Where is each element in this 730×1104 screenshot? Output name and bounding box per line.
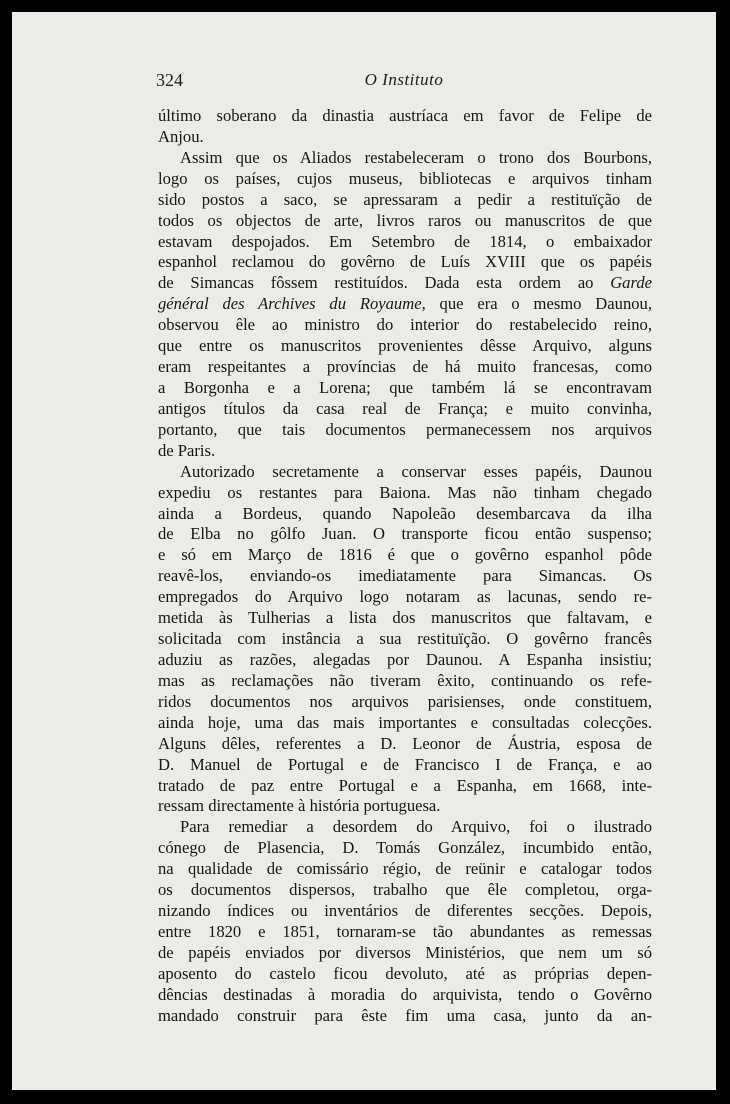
text-line: todos os objectos de arte, livros raros ou manuscritos de que	[158, 210, 652, 230]
text-line: général des Archives du Royaume, que era o mesmo Daunou,	[158, 294, 652, 314]
text-line: a Borgonha e a Lorena; que também lá se encontravam	[158, 377, 652, 397]
text-line: mas as reclamações não tiveram êxito, continuando os refe-	[158, 670, 652, 690]
text-line: de Elba no gôlfo Juan. O transporte ficou então suspenso;	[158, 524, 652, 544]
text-line: eram respeitantes a províncias de há muito francesas, como	[158, 357, 652, 377]
text-line: ainda hoje, uma das mais importantes e consultadas colecções.	[158, 712, 652, 732]
text-line: tratado de paz entre Portugal e a Espanha, em 1668, inte-	[158, 775, 652, 795]
text-line: expediu os restantes para Baiona. Mas não tinham chegado	[158, 482, 652, 502]
text-line: sido postos a saco, se apressaram a pedir a restituïção de	[158, 189, 652, 209]
text-line: de papéis enviados por diversos Ministérios, que nem um só	[158, 942, 652, 962]
text-line: mandado construir para êste fim uma casa, junto da an-	[158, 1005, 652, 1025]
text-line: de Simancas fôssem restituídos. Dada esta ordem ao Garde	[158, 273, 652, 293]
body-text	[158, 106, 652, 1027]
text-line: logo os países, cujos museus, bibliotecas e arquivos tinham	[158, 168, 652, 188]
text-line: observou êle ao ministro do interior do restabelecido reino,	[158, 315, 652, 335]
paragraph	[158, 462, 652, 818]
paragraph	[158, 817, 652, 1026]
text-line: ridos documentos nos arquivos parisienses, onde constituem,	[158, 691, 652, 711]
text-line: Autorizado secretamente a conservar esses papéis, Daunou	[180, 461, 652, 481]
page-number: 324	[156, 70, 183, 90]
text-line: Anjou.	[158, 126, 204, 146]
text-line: nizando índices ou inventários de diferentes secções. Depois,	[158, 901, 652, 921]
text-line: dências destinadas à moradia do arquivista, tendo o Govêrno	[158, 984, 652, 1004]
text-line: ressam directamente à história portuguesa.	[158, 796, 441, 816]
text-line: na qualidade de comissário régio, de reünir e catalogar todos	[158, 859, 652, 879]
text-line: antigos títulos da casa real de França; e muito convinha,	[158, 398, 652, 418]
text-line: reavê-los, enviando-os imediatamente para Simancas. Os	[158, 566, 652, 586]
text-line: Para remediar a desordem do Arquivo, foi o ilustrado	[180, 817, 652, 837]
text-line: estavam despojados. Em Setembro de 1814, o embaixador	[158, 231, 652, 251]
text-line: entre 1820 e 1851, tornaram-se tão abundantes as remessas	[158, 921, 652, 941]
text-line: ainda a Bordeus, quando Napoleão desembarcava da ilha	[158, 503, 652, 523]
text-line: espanhol reclamou do govêrno de Luís XVIII que os papéis	[158, 252, 652, 272]
text-line: de Paris.	[158, 440, 216, 460]
running-title: O Instituto	[364, 70, 444, 89]
text-line: os documentos dispersos, trabalho que êle completou, orga-	[158, 880, 652, 900]
text-line: metida às Tulherias a lista dos manuscritos que faltavam, e	[158, 608, 652, 628]
page-header	[156, 70, 652, 96]
text-line: aposento do castelo ficou devoluto, até as próprias depen-	[158, 963, 652, 983]
text-line: aduziu as razões, alegadas por Daunou. A Espanha insistiu;	[158, 649, 652, 669]
text-line: empregados do Arquivo logo notaram as lacunas, sendo re-	[158, 587, 652, 607]
text-line: D. Manuel de Portugal e de Francisco I de França, e ao	[158, 754, 652, 774]
paragraph	[158, 106, 652, 148]
text-line: solicitada com instância a sua restituïção. O govêrno francês	[158, 629, 652, 649]
text-line: que entre os manuscritos provenientes dêsse Arquivo, alguns	[158, 336, 652, 356]
book-page	[12, 12, 716, 1090]
text-line: Alguns dêles, referentes a D. Leonor de Áustria, esposa de	[158, 733, 652, 753]
paragraph	[158, 148, 652, 462]
text-line: último soberano da dinastia austríaca em favor de Felipe de	[158, 106, 652, 125]
text-line: Assim que os Aliados restabeleceram o trono dos Bourbons,	[180, 147, 652, 167]
text-line: e só em Março de 1816 é que o govêrno espanhol pôde	[158, 545, 652, 565]
text-line: cónego de Plasencia, D. Tomás González, incumbido então,	[158, 838, 652, 858]
text-line: portanto, que tais documentos permanecessem nos arquivos	[158, 419, 652, 439]
